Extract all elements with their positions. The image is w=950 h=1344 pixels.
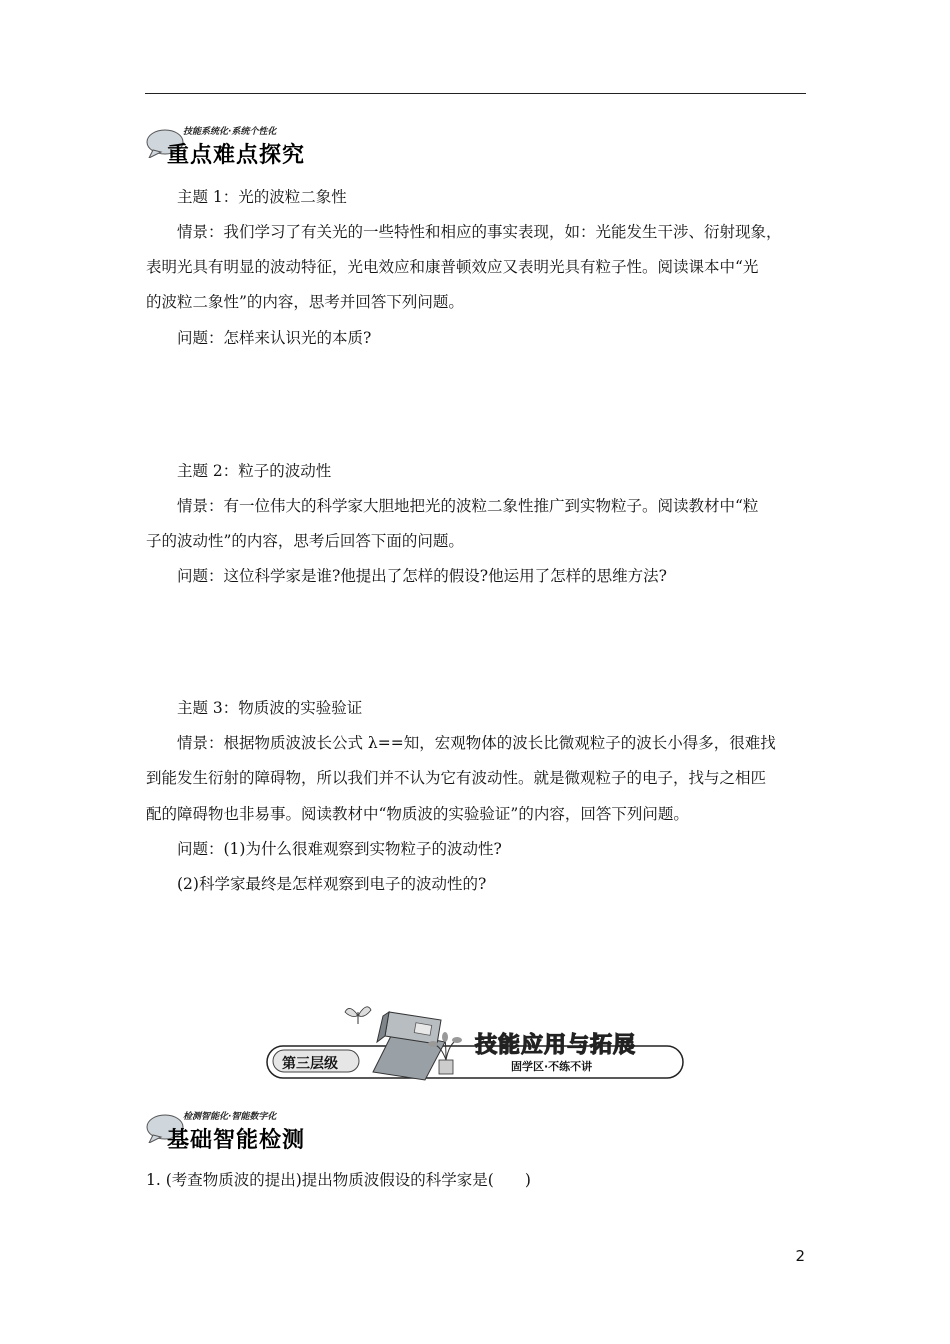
level-subtitle: 固学区·不练不讲 [511, 1060, 593, 1073]
level-label: 第三层级 [282, 1056, 338, 1072]
topic2-scene-line: 情景：有一位伟大的科学家大胆地把光的波粒二象性推广到实物粒子。阅读教材中“粒 [177, 497, 759, 515]
topic2-scene-line: 子的波动性”的内容，思考后回答下面的问题。 [146, 532, 464, 550]
section-title: 重点难点探究 [167, 143, 306, 168]
topic2-question: 问题：这位科学家是谁?他提出了怎样的假设?他运用了怎样的思维方法? [177, 567, 667, 585]
topic1-scene-line: 的波粒二象性”的内容，思考并回答下列问题。 [146, 293, 464, 311]
section-banner-key-points [145, 124, 445, 168]
section-tagline: 技能系统化·系统个性化 [183, 127, 277, 137]
topic2-heading: 主题 2：粒子的波动性 [177, 462, 332, 480]
exercise-question: 1. (考查物质波的提出)提出物质波假设的科学家是( ) [146, 1171, 531, 1189]
topic1-question: 问题：怎样来认识光的本质? [177, 329, 372, 347]
topic3-scene-line: 配的障碍物也非易事。阅读教材中“物质波的实验验证”的内容，回答下列问题。 [146, 805, 689, 823]
page-number: 2 [795, 1247, 805, 1265]
topic3-scene-line: 情景：根据物质波波长公式 λ==知，宏观物体的波长比微观粒子的波长小得多，很难找 [177, 734, 776, 752]
section-title: 基础智能检测 [167, 1128, 306, 1153]
section-tagline: 检测智能化·智能数字化 [183, 1112, 277, 1122]
topic3-scene-line: 到能发生衍射的障碍物，所以我们并不认为它有波动性。就是微观粒子的电子，找与之相匹 [146, 769, 767, 787]
header-rule [145, 93, 806, 94]
section-banner-basic-check [145, 1109, 445, 1153]
butterfly-icon [345, 1007, 371, 1024]
topic1-heading: 主题 1：光的波粒二象性 [177, 188, 347, 206]
level-banner [265, 1002, 685, 1082]
topic3-question-1: 问题：(1)为什么很难观察到实物粒子的波动性? [177, 840, 502, 858]
topic3-heading: 主题 3：物质波的实验验证 [177, 699, 363, 717]
topic1-scene-line: 表明光具有明显的波动特征，光电效应和康普顿效应又表明光具有粒子性。阅读课本中“光 [146, 258, 759, 276]
topic1-scene-line: 情景：我们学习了有关光的一些特性和相应的事实表现，如：光能发生干涉、衍射现象， [177, 223, 782, 241]
topic3-question-2: (2)科学家最终是怎样观察到电子的波动性的? [177, 875, 487, 893]
level-title: 技能应用与拓展 [475, 1033, 637, 1058]
